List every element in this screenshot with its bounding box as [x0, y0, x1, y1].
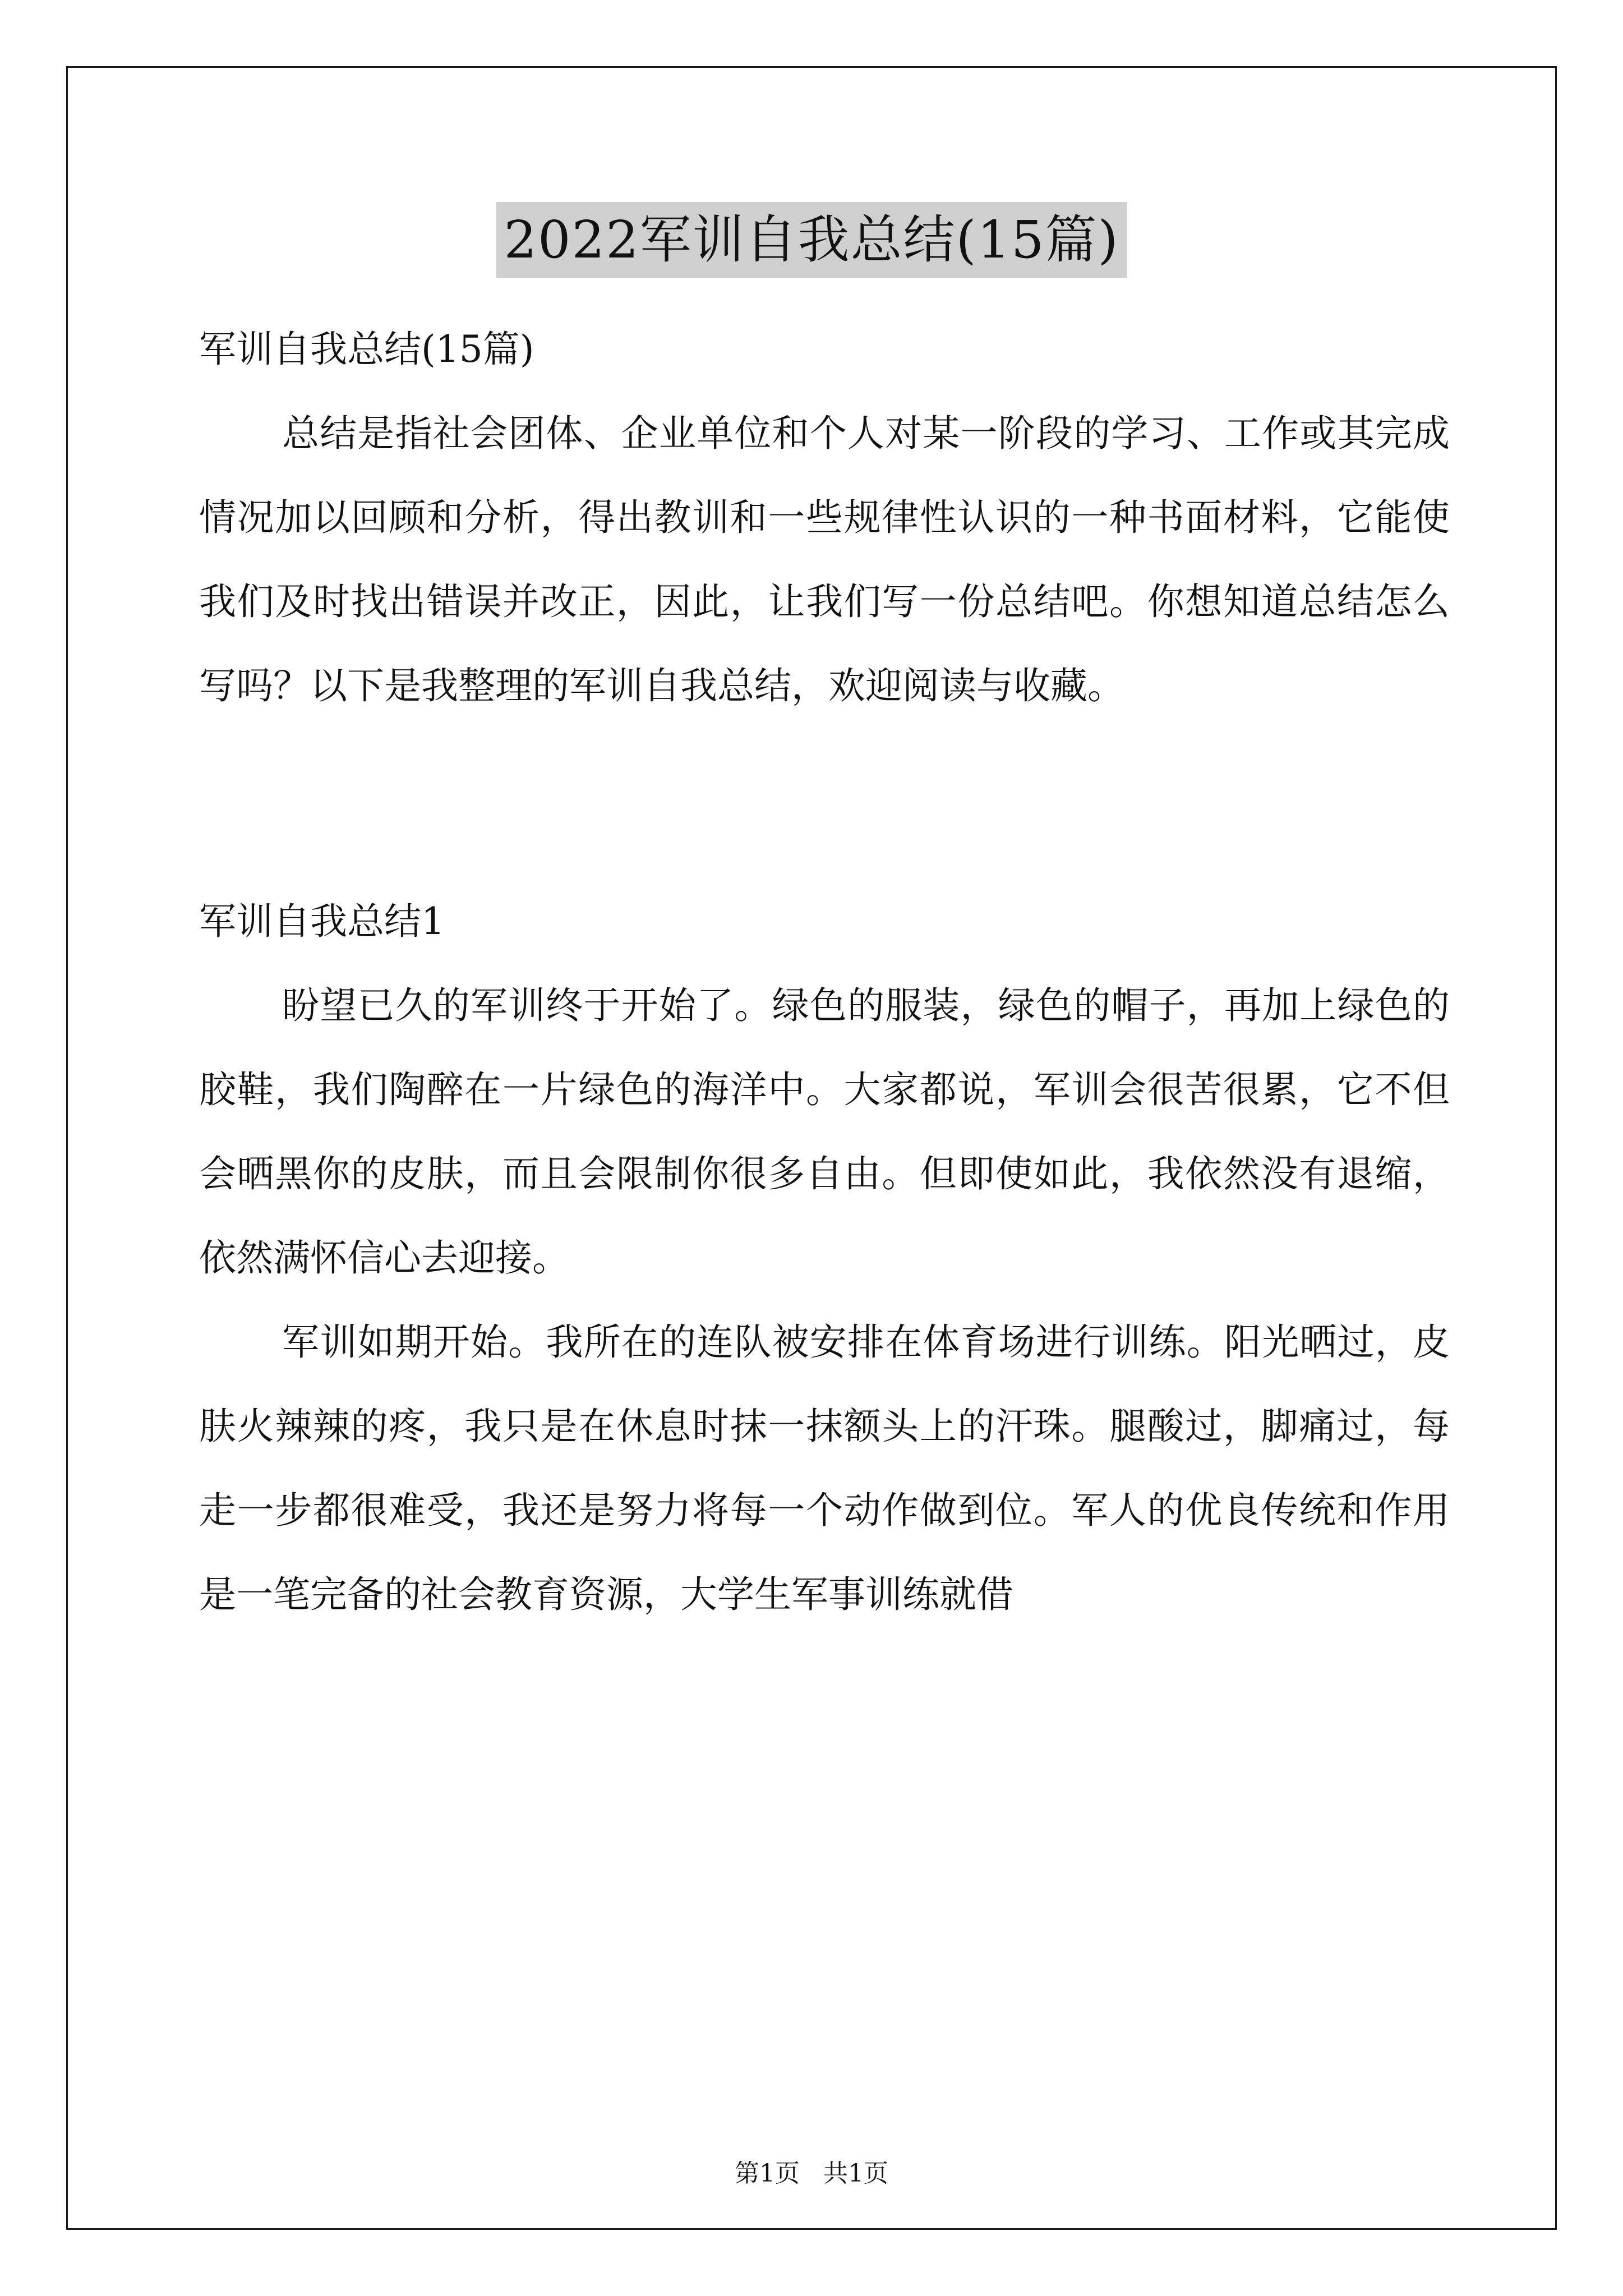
section-heading: 军训自我总结1 — [199, 900, 445, 943]
section-spacer — [199, 728, 1450, 880]
page-number: 第1页 共1页 — [735, 2159, 888, 2188]
body-paragraph: 盼望已久的军训终于开始了。绿色的服装，绿色的帽子，再加上绿色的胶鞋，我们陶醉在一片绿色的海洋中。大家都说，军训会很苦很累，它不但会晒黑你的皮肤，而且会限制你很多自由。但即使如此，我依然没有退缩，依然满怀信心去迎接。 — [199, 984, 1450, 1280]
document-title: 2022军训自我总结(15篇) — [496, 202, 1127, 278]
intro-paragraph: 总结是指社会团体、企业单位和个人对某一阶段的学习、工作或其完成情况加以回顾和分析，得出教训和一些规律性认识的一种书面材料，它能使我们及时找出错误并改正，因此，让我们写一份总结吧。你想知道总结怎么写吗？以下是我整理的军训自我总结，欢迎阅读与收藏。 — [199, 412, 1450, 707]
document-subtitle: 军训自我总结(15篇) — [199, 328, 534, 371]
document-body — [199, 307, 1450, 1637]
title-container — [0, 202, 1623, 278]
page-footer — [0, 2157, 1623, 2191]
body-paragraph: 军训如期开始。我所在的连队被安排在体育场进行训练。阳光晒过，皮肤火辣辣的疼，我只是在休息时抹一抹额头上的汗珠。腿酸过，脚痛过，每走一步都很难受，我还是努力将每一个动作做到位。军人的优良传统和作用是一笔完备的社会教育资源，大学生军事训练就借 — [199, 1320, 1450, 1616]
